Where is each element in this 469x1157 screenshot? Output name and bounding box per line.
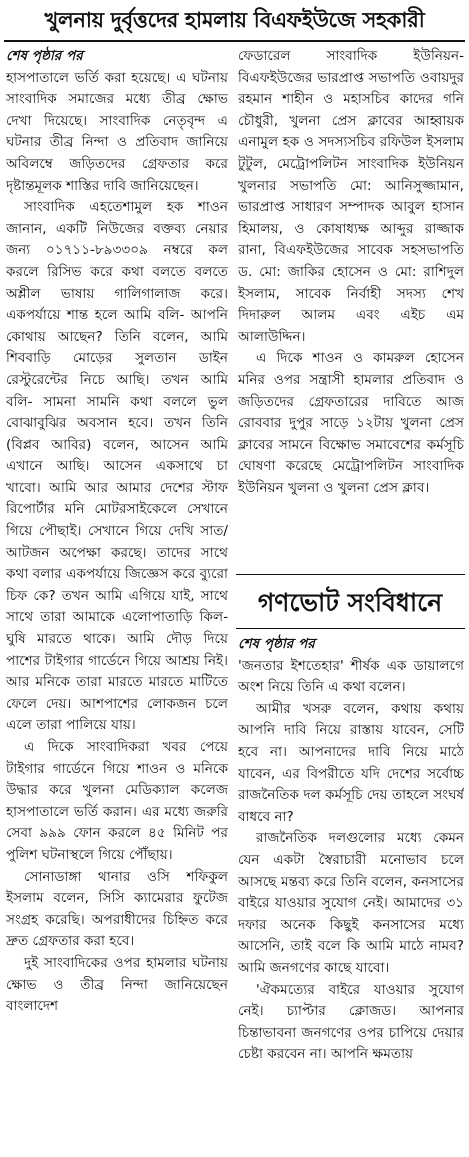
main-headline: খুলনায় দুর্বৃত্তদের হামলায় বিএফইউজে সহকারী bbox=[44, 8, 425, 32]
second-headline: গণভোট সংবিধানে bbox=[257, 588, 443, 617]
dateline: শেষ পৃষ্ঠার পর bbox=[6, 48, 83, 64]
article-paragraph: এ দিকে শাওন ও কামরুল হোসেন মনির ওপর সন্ত্রাসী হামলার প্রতিবাদ ও জড়িতদের গ্রেফতারের দাবিতে আজ রোববার দুপুর সাড়ে ১২টায় খুলনা প্রেস ক্লাবের সামনে বিক্ষোভ সমাবেশের কর্মসূচি ঘোষণা করেছে মেট্রোপলিটন সাংবাদিক ইউনিয়ন খুলনা ও খুলনা প্রেস ক্লাব। bbox=[238, 350, 464, 496]
dateline: শেষ পৃষ্ঠার পর bbox=[238, 636, 315, 652]
article-paragraph: এ দিকে সাংবাদিকরা খবর পেয়ে টাইগার গার্ডেনে গিয়ে শাওন ও মনিকে উদ্ধার করে খুলনা মেডিক্যাল কলেজ হাসপাতালে ভর্তি করান। এর মধ্যে জরুরি সেবা ৯৯৯ ফোন করলে ৪৫ মিনিট পর পুলিশ ঘটনাস্থলে গিয়ে পৌঁছায়। bbox=[6, 739, 228, 863]
article-paragraph: দুই সাংবাদিকের ওপর হামলার ঘটনায় ক্ষোভ ও তীব্র নিন্দা জানিয়েছেন বাংলাদেশ bbox=[6, 954, 228, 1015]
right-column-top bbox=[238, 46, 464, 566]
article-paragraph: সাংবাদিক এহতেশামুল হক শাওন জানান, একটি নিউজের বক্তব্য নেয়ার জন্য ০১৭১১-৮৯৩৩০৯ নম্বরে কল করলে রিসিভ করে কথা বলতে বলতে অশ্লীল ভাষায় গালিগালাজ করে। একপর্যায়ে শান্ত হলে আমি বলি- আপনি কোথায় আছেন? তিনি বলেন, আমি শিববাড়ি মোড়ের সুলতান ডাইন রেস্টুরেন্টের নিচে আছি। তখন আমি বলি- সামনা সামনি কথা বললে ভুল বোঝাবুঝির অবসান হবে। তখন তিনি (বিপ্লব আবির) বলেন, আসেন আমি এখানে আছি। আসেন একসাথে চা খাবো। আমি আর আমার দেশের স্টাফ রিপোর্টার মনি মোটরসাইকেলে সেখানে গিয়ে পৌছাই। সেখানে গিয়ে দেখি সাত/আটজন অপেক্ষা করছে। তাদের সাথে কথা বলার একপর্যায়ে জিজ্ঞেস করে ব্যুরো চিফ কে? তখন আমি এগিয়ে যাই, সাথে সাথে তারা আমাকে এলোপাতাড়ি কিল-ঘুষি মারতে থাকে। আমি দৌড় দিয়ে পাশের টাইগার গার্ডেনে গিয়ে আশ্রয় নিই। আর মনিকে তারা মারতে মারতে মাটিতে ফেলে দেয়। আশপাশের লোকজন চলে এলে তারা পালিয়ে যায়। bbox=[6, 199, 228, 734]
second-story-column bbox=[238, 634, 464, 1154]
article-paragraph: হাসপাতালে ভর্তি করা হয়েছে। এ ঘটনায় সাংবাদিক সমাজের মধ্যে তীব্র ক্ষোভ দেখা দিয়েছে। সাংবাদিক নেতৃবৃন্দ এ ঘটনার তীব্র নিন্দা ও প্রতিবাদ জানিয়ে অবিলম্বে জড়িতদের গ্রেফতার করে দৃষ্টান্তমূলক শাস্তির দাবি জানিয়েছেন। bbox=[6, 69, 228, 194]
article-paragraph: 'জনতার ইশতেহার' শীর্ষক এক ডায়ালগে অংশ নিয়ে তিনি এ কথা বলেন। bbox=[238, 657, 464, 696]
article-paragraph: ফেডারেল সাংবাদিক ইউনিয়ন- বিএফইউজের ভারপ্রাপ্ত সভাপতি ওবায়দুর রহমান শাহীন ও মহাসচিব কাদের গনি চৌধুরী, খুলনা প্রেস ক্লাবের আহ্বায়ক এনামুল হক ও সদস্যসচিব রফিউল ইসলাম টুটুল, মেট্রোপলিটন সাংবাদিক ইউনিয়ন খুলনার সভাপতি মো: আনিসুজ্জামান, ভারপ্রাপ্ত সাধারণ সম্পাদক আবুল হাসান হিমালয়, ও কোষাধ্যক্ষ আব্দুর রাজ্জাক রানা, বিএফইউজের সাবেক সহসভাপতি ড. মো: জাকির হোসেন ও মো: রাশিদুল ইসলাম, সাবেক নির্বাহী সদস্য শেখ দিদারুল আলম এবং এইচ এম আলাউদ্দিন। bbox=[238, 48, 464, 345]
left-column bbox=[6, 46, 228, 1154]
article-paragraph: আমীর খসরু বলেন, কথায় কথায় আপনি দাবি নিয়ে রাস্তায় যাবেন, সেটি হবে না। আপনাদের দাবি নিয়ে মাঠে যাবেন, এর বিপরীতে যদি দেশের সর্বোচ্চ রাজনৈতিক দল কর্মসূচি দেয় তাহলে সংঘর্ষ বাধবে না? bbox=[238, 700, 464, 825]
headline-rule bbox=[4, 40, 465, 42]
article-paragraph: 'ঐকমত্যের বাইরে যাওয়ার সুযোগ নেই। চ্যাপ্টার ক্লোজড। আপনার চিন্তাভাবনা জনগণের ওপর চাপিয়ে দেয়ার চেষ্টা করবেন না। আপনি ক্ষমতায় bbox=[238, 981, 464, 1063]
article-paragraph: রাজনৈতিক দলগুলোর মধ্যে কেমন যেন একটা স্বৈরাচারী মনোভাব চলে আসছে মন্তব্য করে তিনি বলেন, কনসাসের বাইরে যাওয়ার সুযোগ নেই। আমাদের ৩১ দফার অনেক কিছুই কনসাসের মধ্যে আসেনি, তাই বলে কি আমি মাঠে নামব? আমি জনগণের কাছে যাবো। bbox=[238, 830, 464, 976]
story-separator bbox=[236, 574, 465, 575]
article-paragraph: সোনাডাঙ্গা থানার ওসি শফিকুল ইসলাম বলেন, সিসি ক্যামেরার ফুটেজ সংগ্রহ করেছি। অপরাধীদের চিহ্নিত করে দ্রুত গ্রেফতার করা হবে। bbox=[6, 868, 228, 950]
second-headline-rule bbox=[236, 628, 465, 629]
